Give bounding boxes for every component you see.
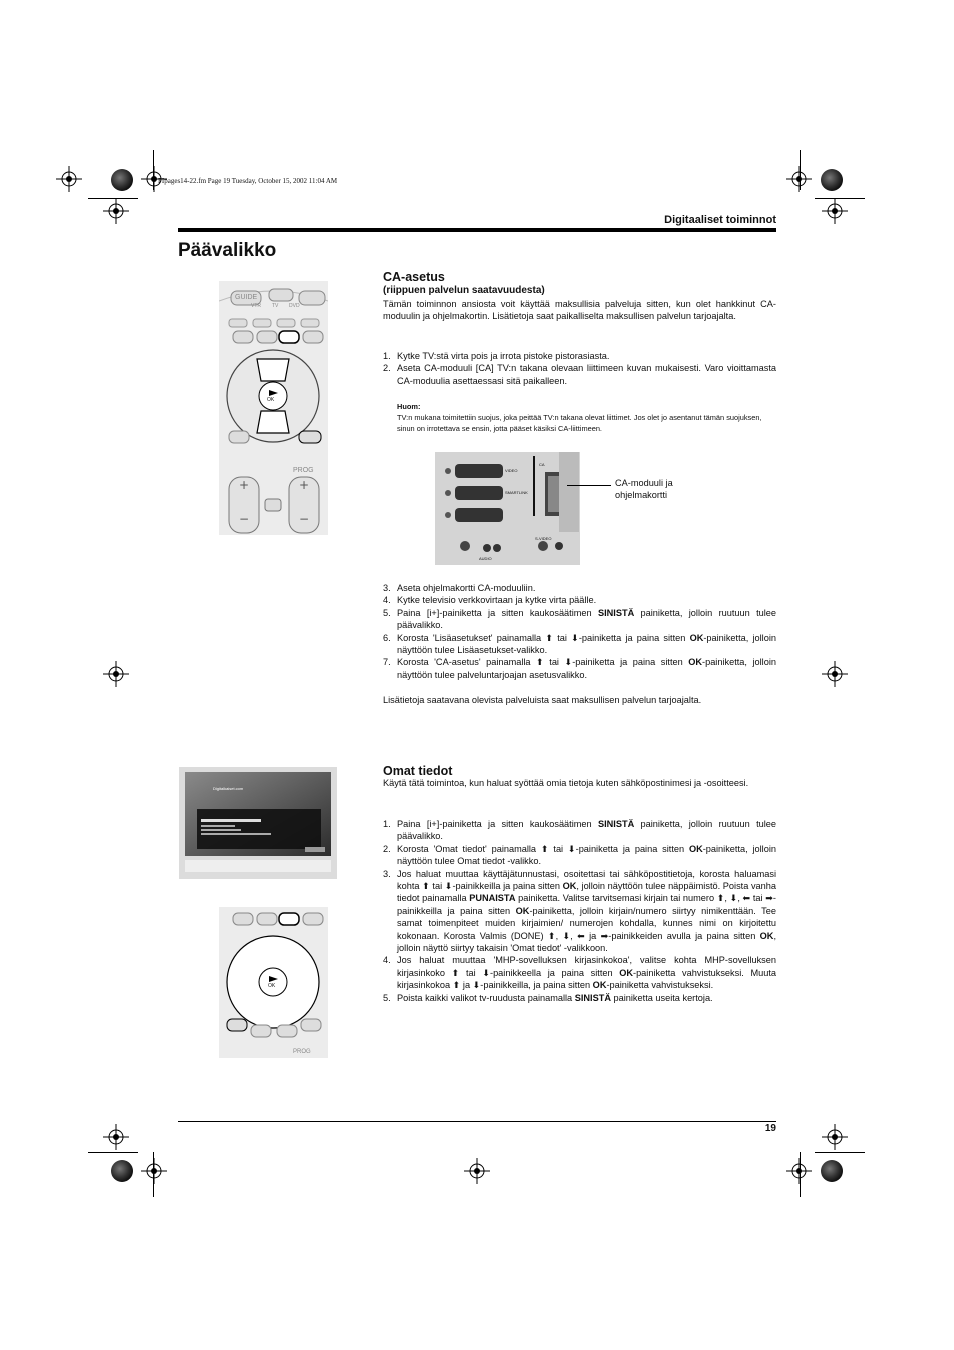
list-item: 5. Poista kaikki valikot tv-ruudusta painamalla SINISTÄ painiketta useita kertoja. [383,992,713,1003]
file-info: FIpages14-22.fm Page 19 Tuesday, October 15, 2002 11:04 AM [158,177,338,185]
list-item: 3. Jos haluat muuttaa käyttäjätunnustasi, osoitettasi tai sähköpostitietoja, korosta haluamasi kohta ⬆ tai ⬇-painikkeilla ja paina sitten OK, jolloin näyttöön tulee näppäimistö. Poista vanha tiedot painamalla PUNAISTA painiketta. Valitse tarvitsemasi kirjain tai numero ⬆, ⬇, ⬅ tai ➡-painikkeilla ja paina sitten OK-painiketta, jolloin kirjain/numero siirtyy nimikenttään. Tee samat toimenpiteet muiden kirjaimien/ numerojen kohdalla, kunnes nimi on kirjoitettu kokonaan. Korosta Valmis (DONE) ⬆, ⬇, ⬅ ja ➡-painikkeiden avulla ja paina sitten OK, jolloin näyttö siirtyy takaisin 'Omat tiedot' -valikkoon. [383,868,776,954]
list-item: 4. Jos haluat muuttaa 'MHP-sovelluksen kirjasinkokoa', valitse kohta MHP-sovelluksen kirjasinkoko ⬆ tai ⬇-painikkeella ja paina sitten OK-painiketta vahvistukseksi. Muuta kirjasinkokoa ⬆ ja ⬇-painikkeilla, ja paina sitten OK-painiketta vahvistukseksi. [383,955,777,991]
prog-label: PROG [293,467,314,474]
registration-dot-top-right [821,169,843,191]
tv-label: TV [272,303,279,309]
ca-steps-a [383,350,776,387]
list-item: 3. Aseta ohjelmakortti CA-moduuliin. [383,583,536,593]
crop-line [88,1152,138,1153]
tv-brand: Digitalkaiset.com [213,786,244,791]
svg-text:−: − [238,512,250,526]
crop-line [88,198,138,199]
omat-title: Omat tiedot [383,764,453,778]
crosshair-icon [103,198,129,224]
note-title: Huom: [397,402,421,411]
crop-line [800,150,801,190]
crosshair-icon [822,1124,848,1150]
list-item: 5. Paina [i+]-painiketta ja sitten kaukosäätimen SINISTÄ painiketta, jolloin ruutuun tulee päävalikko. [383,607,776,631]
crosshair-icon [56,166,82,192]
dvd-label: DVD [289,303,300,309]
guide-label: GUIDE [235,294,258,301]
ca-step-2-text: Aseta CA-moduuli [CA] TV:n takana olevaan liittimeen kuvan mukaisesti. Varo vioittamasta CA-moduulia asettaessasi sitä paikalleen. [397,363,776,386]
svg-text:+: + [238,478,250,492]
ca-steps-b [383,582,776,681]
tv-menu-screenshot [179,767,337,879]
list-item: 1. Paina [i+]-painiketta ja sitten kaukosäätimen SINISTÄ painiketta, jolloin ruutuun tulee päävalikko. [383,819,776,842]
crop-line [815,1152,865,1153]
panel-label: VIDEO [505,468,518,473]
svg-text:−: − [298,512,310,526]
panel-label: S-VIDEO [535,536,552,541]
crosshair-icon [786,1158,812,1184]
header-rule [178,228,776,232]
ok-label: OK [267,397,275,403]
note-text: TV:n mukana toimitettiin suojus, joka peittää TV:n takana olevat liittimet. Jos olet jo asentanut tämän suojuksen, sinun on irrotettava se ensin, jotta pääset käsiksi CA-liittimeen. [397,413,762,433]
ca-section [383,271,776,323]
ca-intro: Tämän toiminnon ansiosta voit käyttää maksullisia palveluja sitten, kun olet hankkinut CA-moduulin ja ohjelmakortin. Lisätietoja saat paikalliselta maksullisen palvelun tarjoajalta. [383,298,776,322]
prog-label: PROG [293,1049,311,1055]
callout-line [567,485,611,486]
svg-text:+: + [298,478,310,492]
crosshair-icon [464,1158,490,1184]
omat-section [383,765,776,790]
omat-intro: Käytä tätä toimintoa, kun haluat syöttää omia tietoja kuten sähköpostinimesi ja -osoitteesi. [383,778,749,789]
crosshair-icon [103,1124,129,1150]
list-item: 1. Kytke TV:stä virta pois ja irrota pistoke pistorasiasta. [383,351,610,361]
tv-rear-panel-image [435,452,580,565]
section-header: Digitaaliset toiminnot [664,214,776,226]
list-item: 6. Korosta 'Lisäasetukset' painamalla ⬆ tai ⬇-painiketta ja paina sitten OK-painiketta, jolloin näyttöön tulee Lisäasetukset-valikko. [383,632,776,656]
remote-control-image [219,281,328,535]
crosshair-icon [786,166,812,192]
page-title: Päävalikko [178,240,277,261]
footer-rule [178,1121,776,1122]
crop-line [815,198,865,199]
crop-line [800,1152,801,1197]
crop-line [153,150,154,190]
ca-title: CA-asetus [383,270,445,284]
crosshair-icon [822,661,848,687]
crosshair-icon [103,661,129,687]
list-item: 2. Aseta CA-moduuli [CA] TV:n takana olevaan liittimeen kuvan mukaisesti. Varo vioittamasta CA-moduulia asettaessasi sitä paikalleen. [383,363,776,386]
crop-line [153,1152,154,1197]
registration-dot-bottom-right [821,1160,843,1182]
list-item: 2. Korosta 'Omat tiedot' painamalla ⬆ tai ⬇-painiketta ja paina sitten OK-painiketta, jolloin näyttöön tulee Omat tiedot -valikko. [383,843,776,867]
ca-outro: Lisätietoja saatavana olevista palveluista saat maksullisen palvelun tarjoajalta. [383,695,702,705]
registration-dot-bottom-left [111,1160,133,1182]
omat-steps [383,818,776,1004]
registration-dot-top-left [111,169,133,191]
note [397,401,776,434]
ca-subtitle: (riippuen palvelun saatavuudesta) [383,285,545,297]
panel-label: AUDIO [479,556,492,561]
remote-control-image-2 [219,907,328,1058]
callout-label: CA-moduuli ja ohjelmakortti [615,478,673,501]
list-item: 7. Korosta 'CA-asetus' painamalla ⬆ tai ⬇-painiketta ja paina sitten OK-painiketta, jolloin näyttöön tulee palveluntarjoajan asetusvalikko. [383,657,776,680]
crosshair-icon [141,1158,167,1184]
list-item: 4. Kytke televisio verkkovirtaan ja kytke virta päälle. [383,595,597,606]
vtr-label: VTR [251,303,261,309]
ok-label: OK [268,983,276,989]
panel-label: CA [539,462,545,467]
crosshair-icon [822,198,848,224]
panel-label: SMARTLINK [505,490,528,495]
page-number: 19 [764,1123,776,1134]
